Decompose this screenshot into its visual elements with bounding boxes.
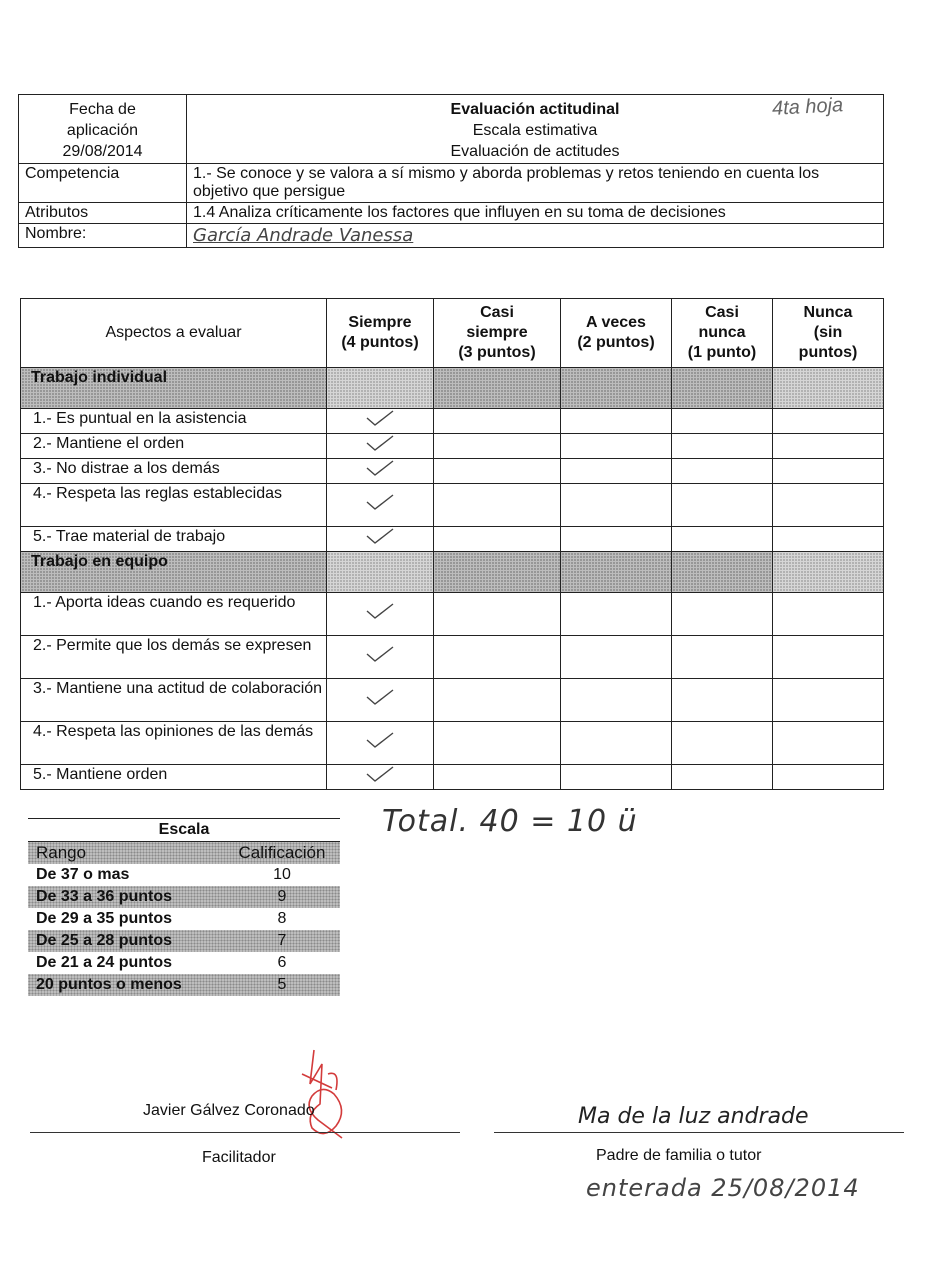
col-casi-siempre-line2: siempre xyxy=(466,324,528,341)
aspect-label: 2.- Permite que los demás se expresen xyxy=(21,636,327,679)
scale-rango: De 25 a 28 puntos xyxy=(36,932,173,949)
table-row xyxy=(21,679,884,722)
aspect-label: 3.- No distrae a los demás xyxy=(21,459,327,484)
facilitator-name: Javier Gálvez Coronado xyxy=(143,1102,315,1119)
scale-cal: 10 xyxy=(273,866,291,883)
table-row xyxy=(21,765,884,790)
section-title-equipo: Trabajo en equipo xyxy=(21,552,327,593)
fecha-label-2: aplicación xyxy=(66,122,139,139)
scale-cal: 9 xyxy=(277,888,287,905)
table-row xyxy=(21,434,884,459)
handwritten-total: Total. 40 = 10 ü xyxy=(382,804,638,839)
col-nunca-line3: puntos) xyxy=(798,344,858,361)
table-row xyxy=(21,409,884,434)
competencia-label: Competencia xyxy=(19,164,187,203)
nombre-cell xyxy=(187,224,884,248)
siempre-cell xyxy=(327,765,434,790)
parent-signature-line xyxy=(494,1132,904,1133)
scale-rango: De 21 a 24 puntos xyxy=(36,954,173,971)
col-casi-nunca-line2: nunca xyxy=(698,324,746,341)
document-subtitle-2: Evaluación de actitudes xyxy=(450,143,620,160)
scale-rango: De 33 a 36 puntos xyxy=(36,888,173,905)
scale-row xyxy=(28,974,340,996)
header-table xyxy=(18,94,884,248)
document-subtitle-1: Escala estimativa xyxy=(472,122,598,139)
nombre-label: Nombre: xyxy=(19,224,187,248)
facilitator-signature-line xyxy=(30,1132,460,1133)
table-row xyxy=(21,527,884,552)
fecha-value: 29/08/2014 xyxy=(62,143,143,160)
aspect-label: 1.- Es puntual en la asistencia xyxy=(21,409,327,434)
check-icon xyxy=(365,493,395,511)
siempre-cell xyxy=(327,679,434,722)
scale-row xyxy=(28,908,340,930)
parent-note: enterada 25/08/2014 xyxy=(586,1174,860,1202)
table-row xyxy=(21,636,884,679)
scale-table xyxy=(28,818,340,996)
check-icon xyxy=(365,434,395,452)
document-title: Evaluación actitudinal xyxy=(450,101,620,118)
check-icon xyxy=(365,688,395,706)
fecha-cell xyxy=(19,95,187,164)
student-name: García Andrade Vanessa xyxy=(193,225,414,246)
siempre-cell xyxy=(327,593,434,636)
col-casi-nunca xyxy=(672,299,773,368)
col-casi-siempre-line1: Casi xyxy=(480,304,514,321)
siempre-cell xyxy=(327,459,434,484)
scale-row xyxy=(28,864,340,886)
parent-role: Padre de familia o tutor xyxy=(596,1147,762,1164)
siempre-cell xyxy=(327,527,434,552)
table-row xyxy=(21,593,884,636)
scale-rango: De 37 o mas xyxy=(36,866,130,883)
aspect-label: 1.- Aporta ideas cuando es requerido xyxy=(21,593,327,636)
title-cell xyxy=(187,95,884,164)
table-row xyxy=(21,459,884,484)
check-icon xyxy=(365,645,395,663)
scale-rango: De 29 a 35 puntos xyxy=(36,910,173,927)
check-icon xyxy=(365,602,395,620)
facilitator-role: Facilitador xyxy=(202,1149,276,1166)
scale-col-calificacion: Calificación xyxy=(238,843,326,862)
handwritten-page-note: 4ta hoja xyxy=(771,94,844,120)
evaluation-header-row xyxy=(21,299,884,368)
red-signature-scribble xyxy=(292,1044,356,1142)
aspect-label: 4.- Respeta las opiniones de las demás xyxy=(21,722,327,765)
atributos-label: Atributos xyxy=(19,203,187,224)
scale-title: Escala xyxy=(28,819,340,842)
scale-cal: 6 xyxy=(277,954,287,971)
col-a-veces-line1: A veces xyxy=(586,314,646,331)
scale-cal: 8 xyxy=(277,910,287,927)
col-a-veces-line2: (2 puntos) xyxy=(577,334,655,351)
siempre-cell xyxy=(327,484,434,527)
aspect-label: 4.- Respeta las reglas establecidas xyxy=(21,484,327,527)
col-nunca xyxy=(773,299,884,368)
col-casi-nunca-line3: (1 punto) xyxy=(687,344,757,361)
siempre-cell xyxy=(327,409,434,434)
table-row xyxy=(21,484,884,527)
col-siempre-line1: Siempre xyxy=(348,314,412,331)
aspect-label: 5.- Mantiene orden xyxy=(21,765,327,790)
siempre-cell xyxy=(327,636,434,679)
fecha-label-1: Fecha de xyxy=(69,101,136,118)
aspect-label: 2.- Mantiene el orden xyxy=(21,434,327,459)
parent-signature: Ma de la luz andrade xyxy=(578,1104,809,1129)
col-nunca-line1: Nunca xyxy=(803,304,853,321)
col-aspectos: Aspectos a evaluar xyxy=(21,299,327,368)
aspect-label: 5.- Trae material de trabajo xyxy=(21,527,327,552)
col-siempre xyxy=(327,299,434,368)
section-row xyxy=(21,552,884,593)
evaluation-table xyxy=(20,298,884,790)
col-casi-nunca-line1: Casi xyxy=(705,304,739,321)
col-a-veces xyxy=(561,299,672,368)
col-casi-siempre-line3: (3 puntos) xyxy=(458,344,536,361)
scale-col-rango: Rango xyxy=(36,843,87,862)
atributos-value: 1.4 Analiza críticamente los factores que influyen en su toma de decisiones xyxy=(187,203,884,224)
check-icon xyxy=(365,459,395,477)
scale-row xyxy=(28,952,340,974)
check-icon xyxy=(365,527,395,545)
scale-cal: 7 xyxy=(277,932,287,949)
scale-row xyxy=(28,886,340,908)
section-row xyxy=(21,368,884,409)
col-casi-siempre xyxy=(434,299,561,368)
check-icon xyxy=(365,731,395,749)
scale-row xyxy=(28,930,340,952)
col-siempre-line2: (4 puntos) xyxy=(341,334,419,351)
col-nunca-line2: (sin xyxy=(813,324,843,341)
competencia-value: 1.- Se conoce y se valora a sí mismo y aborda problemas y retos teniendo en cuenta los objetivo que persigue xyxy=(187,164,884,203)
scale-rango: 20 puntos o menos xyxy=(36,976,182,993)
siempre-cell xyxy=(327,722,434,765)
siempre-cell xyxy=(327,434,434,459)
check-icon xyxy=(365,765,395,783)
aspect-label: 3.- Mantiene una actitud de colaboración xyxy=(21,679,327,722)
section-title-individual: Trabajo individual xyxy=(21,368,327,409)
table-row xyxy=(21,722,884,765)
check-icon xyxy=(365,409,395,427)
scale-cal: 5 xyxy=(277,976,287,993)
